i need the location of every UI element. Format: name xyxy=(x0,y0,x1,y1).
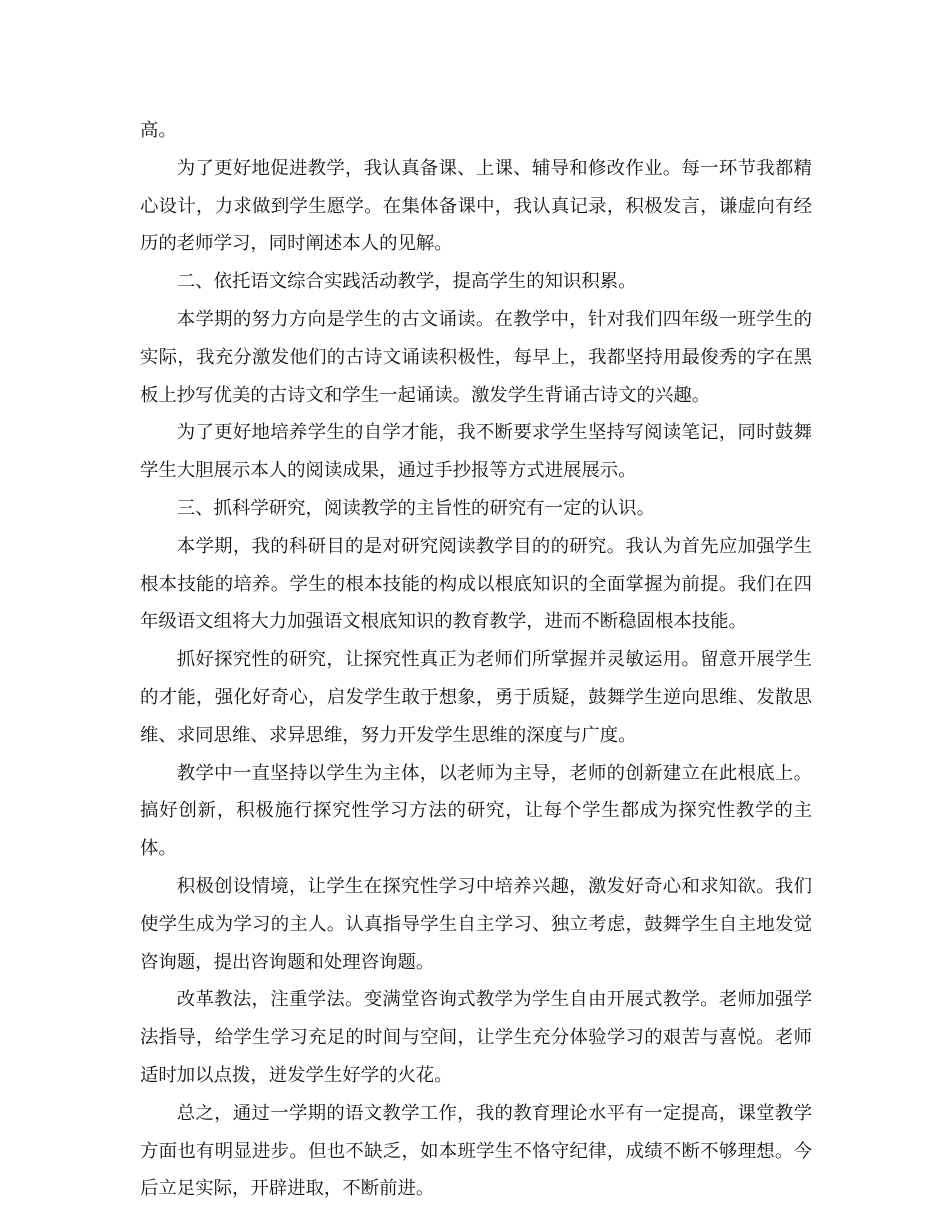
paragraph: 为了更好地培养学生的自学才能，我不断要求学生坚持写阅读笔记，同时鼓舞学生大胆展示本人的阅读成果，通过手抄报等方式进展展示。 xyxy=(140,422,812,482)
section-heading: 二、依托语文综合实践活动教学，提高学生的知识积累。 xyxy=(176,271,637,293)
section-heading: 三、抓科学研究，阅读教学的主旨性的研究有一定的认识。 xyxy=(176,497,655,519)
paragraph: 改革教法，注重学法。变满堂咨询式教学为学生自由开展式教学。老师加强学法指导，给学生学习充足的时间与空间，让学生充分体验学习的艰苦与喜悦。老师适时加以点拨，迸发学生好学的火花。 xyxy=(140,989,812,1086)
document-body xyxy=(140,112,812,1208)
paragraph: 高。 xyxy=(140,120,177,141)
paragraph: 总之，通过一学期的语文教学工作，我的教育理论水平有一定提高，课堂教学方面也有明显进步。但也不缺乏，如本班学生不恪守纪律，成绩不断不够理想。今后立足实际，开辟进取，不断前进。 xyxy=(140,1102,812,1200)
paragraph: 抓好探究性的研究，让探究性真正为老师们所掌握并灵敏运用。留意开展学生的才能，强化好奇心，启发学生敢于想象，勇于质疑，鼓舞学生逆向思维、发散思维、求同思维、求异思维，努力开发学生思维的深度与广度。 xyxy=(140,649,812,746)
paragraph: 本学期的努力方向是学生的古文诵读。在教学中，针对我们四年级一班学生的实际，我充分激发他们的古诗文诵读积极性，每早上，我都坚持用最俊秀的字在黑板上抄写优美的古诗文和学生一起诵读。激发学生背诵古诗文的兴趣。 xyxy=(140,308,812,406)
paragraph: 本学期，我的科研目的是对研究阅读教学目的的研究。我认为首先应加强学生根本技能的培养。学生的根本技能的构成以根底知识的全面掌握为前提。我们在四年级语文组将大力加强语文根底知识的教育教学，进而不断稳固根本技能。 xyxy=(140,535,812,633)
paragraph: 积极创设情境，让学生在探究性学习中培养兴趣，激发好奇心和求知欲。我们使学生成为学习的主人。认真指导学生自主学习、独立考虑，鼓舞学生自主地发觉咨询题，提出咨询题和处理咨询题。 xyxy=(140,875,812,973)
paragraph: 教学中一直坚持以学生为主体，以老师为主导，老师的创新建立在此根底上。搞好创新，积极施行探究性学习方法的研究，让每个学生都成为探究性教学的主体。 xyxy=(140,762,812,860)
paragraph: 为了更好地促进教学，我认真备课、上课、辅导和修改作业。每一环节我都精心设计，力求做到学生愿学。在集体备课中，我认真记录，积极发言，谦虚向有经历的老师学习，同时阐述本人的见解。 xyxy=(140,157,812,255)
